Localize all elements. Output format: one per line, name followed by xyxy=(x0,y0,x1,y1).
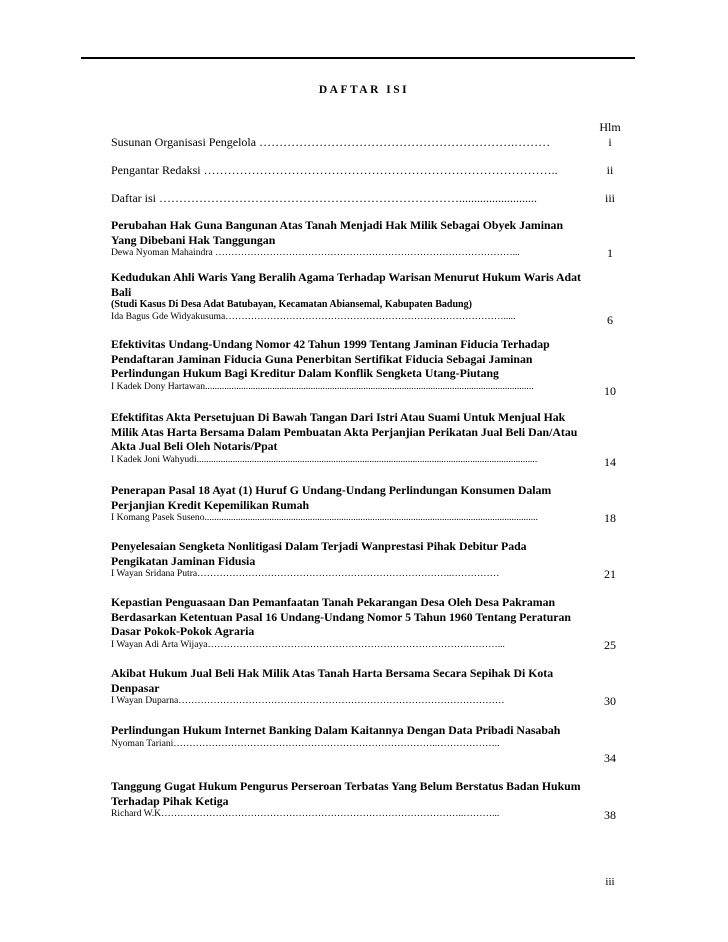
article-title: Penerapan Pasal 18 Ayat (1) Huruf G Undang-Undang Perlindungan Konsumen Dalam Perjanjian Kredit Kepemilikan Rumah xyxy=(111,483,552,512)
article-page: 14 xyxy=(604,455,616,469)
article-subtitle: (Studi Kasus Di Desa Adat Batubayan, Kecamatan Abiansemal, Kabupaten Badung) xyxy=(111,299,472,310)
article-author: I Wayan Sridana Putra……………………………………………………………………..…………… xyxy=(111,568,500,579)
toc-entry-label: Pengantar Redaksi …………………………………………………………………………….. xyxy=(111,163,558,177)
article-title: Kedudukan Ahli Waris Yang Beralih Agama Terhadap Warisan Menurut Hukum Waris Adat Bali xyxy=(111,270,581,299)
article-entry[interactable] xyxy=(111,779,635,820)
article-author: I Wayan Duparna………………………………………………………………………………………… xyxy=(111,695,505,706)
article-entry[interactable] xyxy=(111,218,635,259)
article-page: 1 xyxy=(607,246,613,260)
article-page: 34 xyxy=(604,751,616,765)
article-author: Richard W.K…………………………………………………………………………………..………... xyxy=(111,808,500,819)
article-page: 38 xyxy=(604,808,616,822)
article-page: 6 xyxy=(607,313,613,327)
article-title: Efektivitas Undang-Undang Nomor 42 Tahun 1999 Tentang Jaminan Fiducia Terhadap Pendaftaran Jaminan Fiducia Guna Penerbitan Sertifikat Fiducia Sebagai Jaminan Perlindungan Hukum Bagi Kreditur Dalam Konflik Sengketa Utang-Piutang xyxy=(111,337,550,380)
page-column-header: Hlm xyxy=(599,120,621,134)
article-author: I Kadek Joni Wahyudi.............................................................................................................................................. xyxy=(111,453,538,465)
page-title: DAFTAR ISI xyxy=(318,84,410,96)
top-rule xyxy=(81,57,635,59)
article-title: Tanggung Gugat Hukum Pengurus Perseroan Terbatas Yang Belum Berstatus Badan Hukum Terhadap Pihak Ketiga xyxy=(111,779,581,808)
article-entry[interactable] xyxy=(111,270,635,327)
toc-entry-label: Daftar isi ………………………………………………………………….......................... xyxy=(111,191,537,205)
article-title: Kepastian Penguasaan Dan Pemanfaatan Tanah Pekarangan Desa Oleh Desa Pakraman Berdasarkan Ketentuan Pasal 16 Undang-Undang Nomor 5 Tahun 1960 Tentang Peraturan Dasar Pokok-Pokok Agraria xyxy=(111,595,571,638)
article-title: Perubahan Hak Guna Bangunan Atas Tanah Menjadi Hak Milik Sebagai Obyek Jaminan Yang Dibebani Hak Tanggungan xyxy=(111,218,564,247)
article-entry[interactable] xyxy=(111,539,635,580)
article-entry[interactable] xyxy=(111,723,635,765)
article-title: Efektifitas Akta Persetujuan Di Bawah Tangan Dari Istri Atau Suami Untuk Menjual Hak Milik Atas Harta Bersama Dalam Pembuatan Akta Perjanjian Perikatan Jual Beli Dan/Atau Akta Jual Beli Oleh Notaris/Ppat xyxy=(111,410,578,453)
toc-entry-page: ii xyxy=(606,163,614,177)
toc-entry-page: i xyxy=(608,135,612,149)
article-author: I Kadek Dony Hartawan......................................................................................................................................... xyxy=(111,380,534,392)
article-author: I Wayan Adi Arta Wijaya……………………………………………………………………….………... xyxy=(111,638,505,650)
article-page: 30 xyxy=(604,694,616,708)
article-page: 21 xyxy=(604,567,616,581)
article-page: 10 xyxy=(604,384,616,398)
article-entry[interactable] xyxy=(111,666,635,707)
article-title: Akibat Hukum Jual Beli Hak Milik Atas Tanah Harta Bersama Secara Sepihak Di Kota Denpasar xyxy=(111,666,554,695)
footer-page-number: iii xyxy=(605,876,615,888)
article-page: 25 xyxy=(604,638,616,652)
toc-entry-label: Susunan Organisasi Pengelola ……………………………………………………….……… xyxy=(111,135,551,149)
article-entry[interactable] xyxy=(111,483,635,524)
article-entry[interactable] xyxy=(111,410,635,469)
article-author: I Komang Pasek Suseno........................................................................................................................................... xyxy=(111,512,538,523)
article-title: Penyelesaian Sengketa Nonlitigasi Dalam Terjadi Wanprestasi Pihak Debitur Pada Pengikatan Jaminan Fidusia xyxy=(111,539,527,568)
article-page: 18 xyxy=(604,511,616,525)
article-title: Perlindungan Hukum Internet Banking Dalam Kaitannya Dengan Data Pribadi Nasabah xyxy=(111,723,561,737)
article-author: Ida Bagus Gde Widyakusuma……………………………………………………………………………..... xyxy=(111,311,516,322)
article-author: Nyoman Tariani………………………………………………………………………..……………….. xyxy=(111,737,500,749)
article-author: Dewa Nyoman Mahaindra …………………………………………………………………………………... xyxy=(111,247,520,258)
toc-entry-page: iii xyxy=(604,191,615,205)
article-entry[interactable] xyxy=(111,595,635,651)
article-entry[interactable] xyxy=(111,337,635,398)
